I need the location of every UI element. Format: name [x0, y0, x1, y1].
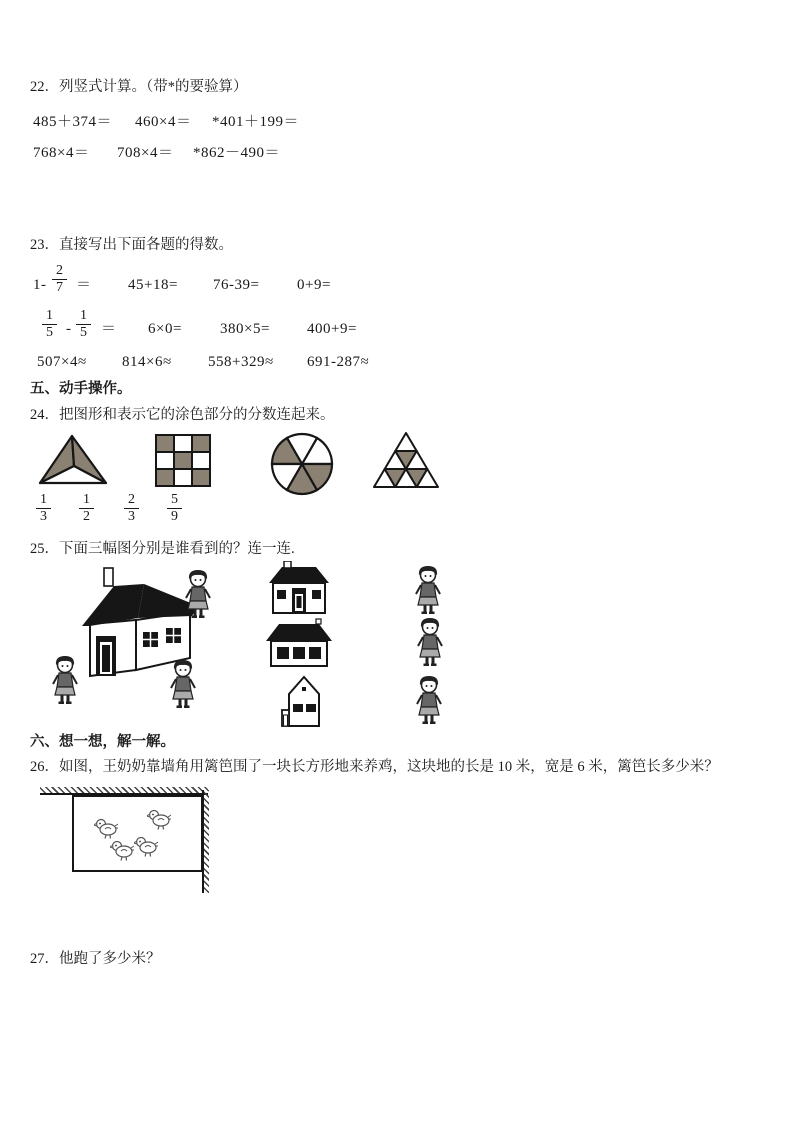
answer-fraction-1-2 [79, 492, 94, 525]
q22-eq-485-374: 485＋374＝ [33, 114, 113, 130]
fraction-denominator: 3 [36, 508, 51, 525]
answer-fraction-2-3 [124, 492, 139, 525]
q23-title: 23．直接写出下面各题的得数。 [30, 237, 233, 253]
answer-fraction-5-9 [167, 492, 182, 525]
fraction-numerator: 1 [80, 308, 87, 323]
shape-triangle-ninths [372, 430, 440, 490]
q23-eq-0-9: 0+9= [297, 277, 331, 293]
q23-eq-400-9: 400+9= [307, 321, 357, 337]
q26-diagram [40, 785, 212, 897]
chick-icon [93, 820, 119, 839]
fraction-denominator: 9 [167, 508, 182, 525]
q27-title: 27．他跑了多少米？ [30, 951, 161, 967]
child-figure-right-3 [417, 676, 441, 724]
fraction-denominator: 7 [52, 279, 67, 296]
q25-title: 25．下面三幅图分别是谁看到的？连一连. [30, 541, 295, 557]
fraction-denominator: 2 [79, 508, 94, 525]
q23-eq-76-39: 76-39= [213, 277, 260, 293]
q23-eq-380x5: 380×5= [220, 321, 270, 337]
big-house-3d [82, 568, 198, 676]
fraction-denominator: 3 [124, 508, 139, 525]
q22-eq-708x4: 708×4＝ [117, 145, 174, 161]
fraction-numerator: 1 [46, 308, 53, 323]
chick-icon [109, 842, 135, 861]
fraction-denominator: 5 [76, 324, 91, 341]
q23-r1-equals: ＝ [76, 277, 92, 293]
q23-eq-6x0: 6×0= [148, 321, 182, 337]
chicks-group [72, 795, 203, 872]
section5-heading: 五、动手操作。 [30, 381, 132, 397]
child-figure-right-2 [418, 618, 442, 666]
fraction-1-5-a [42, 308, 57, 341]
fraction-1-5-b [76, 308, 91, 341]
q23-eq-507x4: 507×4≈ [37, 354, 87, 370]
q23-r2-minus: - [66, 321, 72, 337]
fraction-numerator: 2 [56, 263, 63, 278]
fraction-numerator: 2 [128, 492, 135, 507]
q23-r1-lead: 1- [33, 277, 47, 293]
q22-title: 22．列竖式计算。（带*的要验算） [30, 79, 248, 95]
q25-scene [40, 556, 460, 731]
q23-eq-45-18: 45+18= [128, 277, 178, 293]
q23-r2-equals: ＝ [101, 321, 117, 337]
q24-title: 24．把图形和表示它的涂色部分的分数连起来。 [30, 407, 335, 423]
house-view-gable [282, 677, 319, 726]
q23-eq-558-329: 558+329≈ [208, 354, 274, 370]
shape-grid-3x3 [155, 434, 212, 488]
child-figure-left [53, 656, 77, 704]
shape-triangle-thirds [38, 433, 110, 488]
fraction-numerator: 1 [83, 492, 90, 507]
q22-eq-862-490: *862－490＝ [193, 145, 281, 161]
q23-eq-691-287: 691-287≈ [307, 354, 370, 370]
fraction-numerator: 1 [40, 492, 47, 507]
section6-heading: 六、想一想，解一解。 [30, 734, 175, 750]
q22-eq-460x4: 460×4＝ [135, 114, 192, 130]
q23-eq-814x6: 814×6≈ [122, 354, 172, 370]
q26-title: 26．如图，王奶奶靠墙角用篱笆围了一块长方形地来养鸡，这块地的长是 10 米，宽是 6 米，篱笆长多少米？ [30, 759, 719, 775]
fraction-2-7 [52, 263, 67, 296]
fraction-denominator: 5 [42, 324, 57, 341]
house-view-side [266, 619, 332, 666]
child-figure-right-1 [416, 566, 440, 614]
chick-icon [133, 838, 159, 857]
fraction-numerator: 5 [171, 492, 178, 507]
wall-right [202, 790, 209, 893]
answer-fraction-1-3 [36, 492, 51, 525]
wall-top [40, 787, 208, 795]
q22-eq-401-199: *401＋199＝ [212, 114, 300, 130]
q22-eq-768x4: 768×4＝ [33, 145, 90, 161]
child-figure-bottom [171, 660, 195, 708]
chick-icon [146, 811, 172, 830]
shape-circle-sixths [270, 432, 334, 496]
house-view-front [269, 561, 329, 613]
